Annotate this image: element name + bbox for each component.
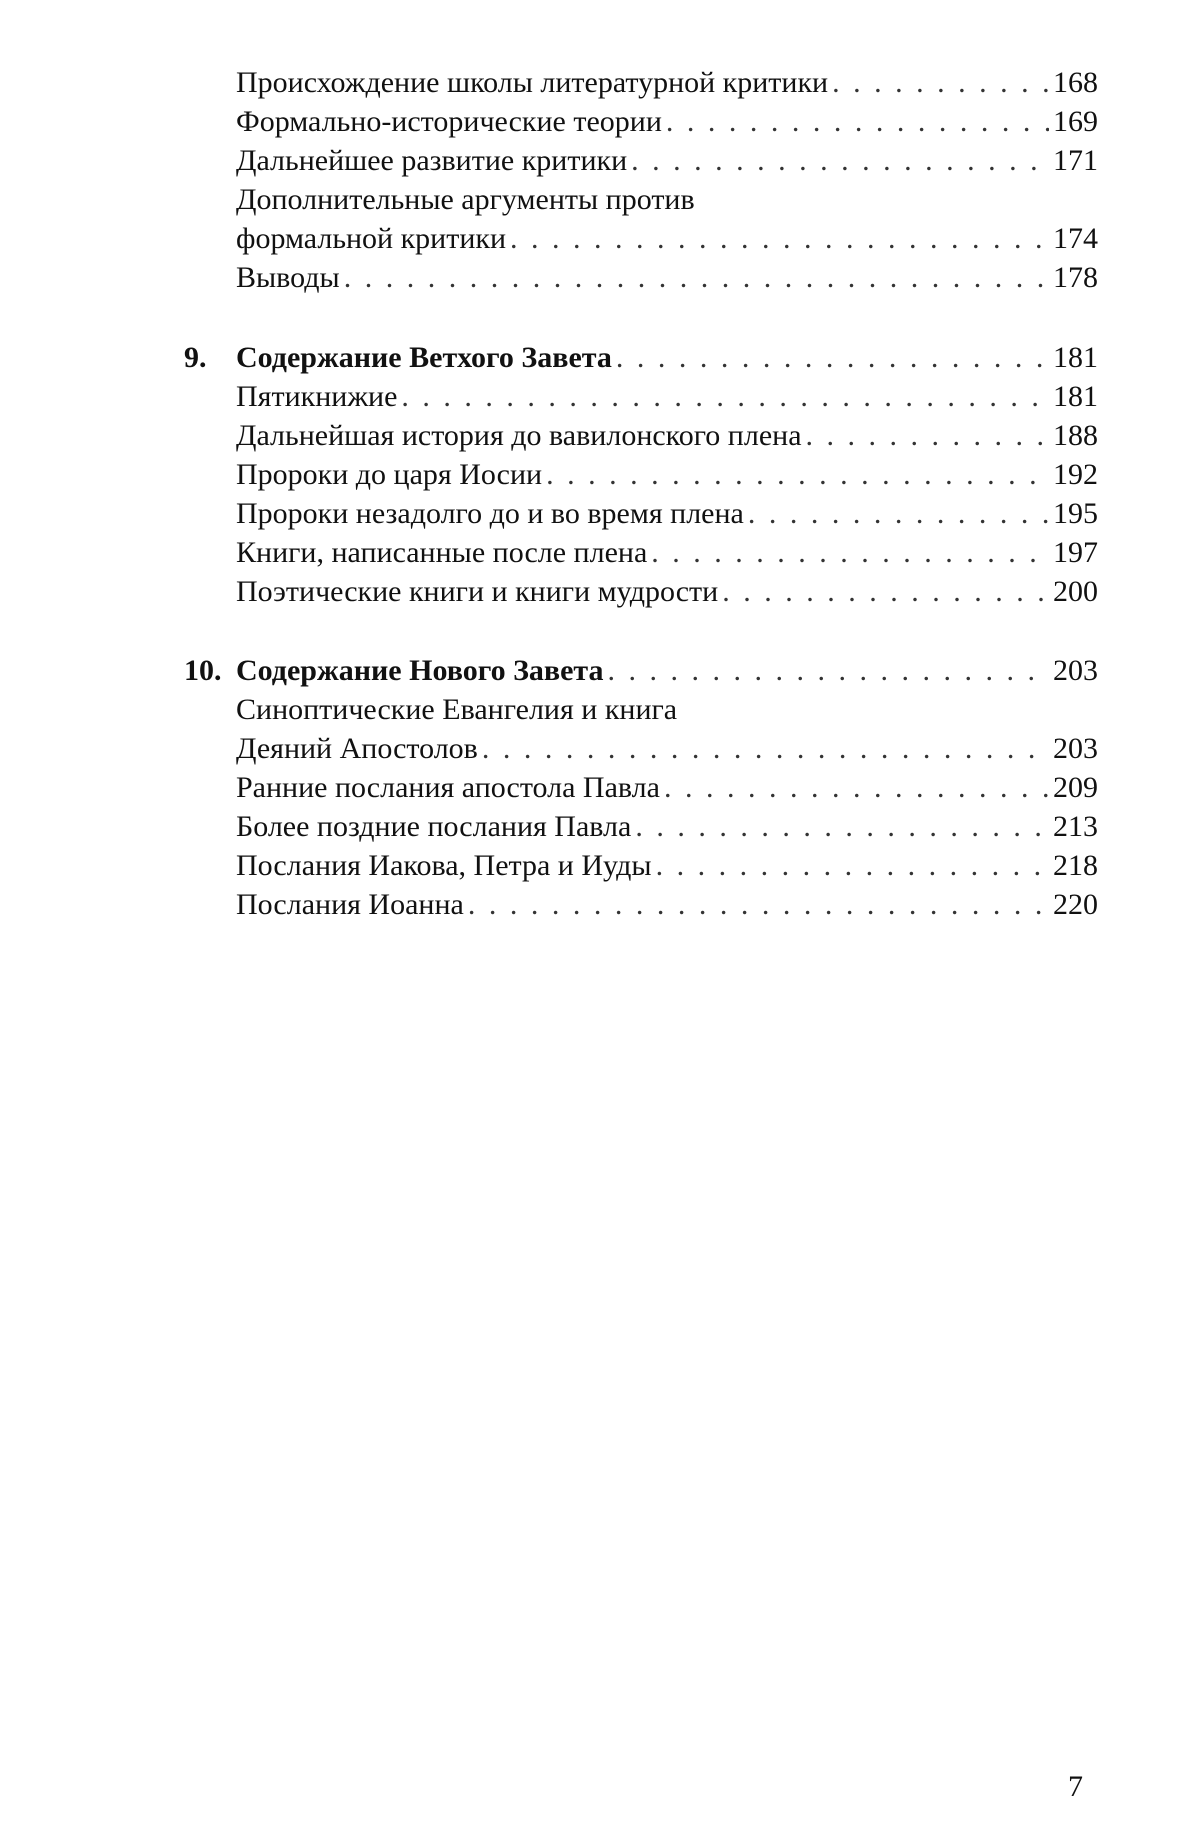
toc-entry <box>236 769 1098 807</box>
leader-dots <box>616 339 1049 377</box>
toc-entry-page: 174 <box>1053 222 1098 255</box>
toc-entry-title: Дальнейшая история до вавилонского плена <box>236 419 802 452</box>
chapter-title: Содержание Ветхого Завета <box>236 341 612 374</box>
toc-entry-page: 203 <box>1053 654 1098 687</box>
leader-dots <box>748 495 1049 533</box>
toc-entry <box>236 730 1098 768</box>
toc-entry-page: 197 <box>1053 536 1098 569</box>
toc-entry-page: 200 <box>1053 575 1098 608</box>
toc-entry-title: Поэтические книги и книги мудрости <box>236 575 719 608</box>
toc-entry <box>236 103 1098 141</box>
toc-entry-page: 168 <box>1053 66 1098 99</box>
toc-entry <box>236 220 1098 258</box>
leader-dots <box>664 769 1049 807</box>
toc-entry-title: Более поздние послания Павла <box>236 810 632 843</box>
leader-dots <box>806 417 1049 455</box>
leader-dots <box>344 259 1049 297</box>
toc-entry-title: Формально-исторические теории <box>236 105 662 138</box>
toc-entry-title: Дальнейшее развитие критики <box>236 144 628 177</box>
leader-dots <box>832 64 1049 102</box>
toc-entry <box>236 534 1098 572</box>
leader-dots <box>666 103 1049 141</box>
toc-entry-title: Происхождение школы литературной критики <box>236 66 829 99</box>
toc-entry-title: Деяний Апостолов <box>236 732 478 765</box>
toc-entry <box>236 456 1098 494</box>
toc-entry-page: 178 <box>1053 261 1098 294</box>
toc-entry <box>236 847 1098 885</box>
toc-entry-page: 220 <box>1053 888 1098 921</box>
leader-dots <box>482 730 1049 768</box>
toc-entry-title: Пророки незадолго до и во время плена <box>236 497 744 530</box>
toc-entry-page: 181 <box>1053 380 1098 413</box>
toc-entry-title: Выводы <box>236 261 340 294</box>
toc-entry-page: 195 <box>1053 497 1098 530</box>
leader-dots <box>468 886 1049 924</box>
toc-entry-title: Пятикнижие <box>236 380 398 413</box>
toc-entry-title: Ранние послания апостола Павла <box>236 771 660 804</box>
toc-entry-first-line <box>236 181 1098 219</box>
toc-entry <box>236 886 1098 924</box>
toc-entry-page: 203 <box>1053 732 1098 765</box>
toc-entry-page: 171 <box>1053 144 1098 177</box>
toc-entry-page: 213 <box>1053 810 1098 843</box>
leader-dots <box>631 142 1049 180</box>
page-number: 7 <box>1068 1770 1083 1803</box>
leader-dots <box>546 456 1049 494</box>
toc-chapter-heading <box>184 339 1098 377</box>
toc-entry-title: формальной критики <box>236 222 507 255</box>
toc-entry-page: 209 <box>1053 771 1098 804</box>
toc-entry-page: 169 <box>1053 105 1098 138</box>
toc-entry-first-line <box>236 691 1098 729</box>
leader-dots <box>656 847 1049 885</box>
toc-entry-title: Пророки до царя Иосии <box>236 458 543 491</box>
toc-entry <box>236 64 1098 102</box>
leader-dots <box>510 220 1049 258</box>
toc-entry-page: 192 <box>1053 458 1098 491</box>
leader-dots <box>722 573 1049 611</box>
chapter-title: Содержание Нового Завета <box>236 654 604 687</box>
toc-entry-page: 188 <box>1053 419 1098 452</box>
chapter-number: 9. <box>184 341 207 374</box>
toc-chapter-heading <box>184 652 1098 690</box>
toc-entry <box>236 142 1098 180</box>
toc-entry-title: Синоптические Евангелия и книга <box>236 693 678 726</box>
toc-entry-page: 181 <box>1053 341 1098 374</box>
toc-entry <box>236 573 1098 611</box>
toc-entry <box>236 259 1098 297</box>
leader-dots <box>635 808 1049 846</box>
toc-entry-title: Послания Иоанна <box>236 888 464 921</box>
toc-entry-page: 218 <box>1053 849 1098 882</box>
leader-dots <box>608 652 1049 690</box>
leader-dots <box>651 534 1049 572</box>
toc-entry <box>236 417 1098 455</box>
toc-entry <box>236 495 1098 533</box>
toc-entry <box>236 808 1098 846</box>
toc-entry <box>236 378 1098 416</box>
toc-entry-title: Дополнительные аргументы против <box>236 183 695 216</box>
leader-dots <box>401 378 1049 416</box>
toc-entry-title: Послания Иакова, Петра и Иуды <box>236 849 652 882</box>
chapter-number: 10. <box>184 654 222 687</box>
toc-entry-title: Книги, написанные после плена <box>236 536 648 569</box>
